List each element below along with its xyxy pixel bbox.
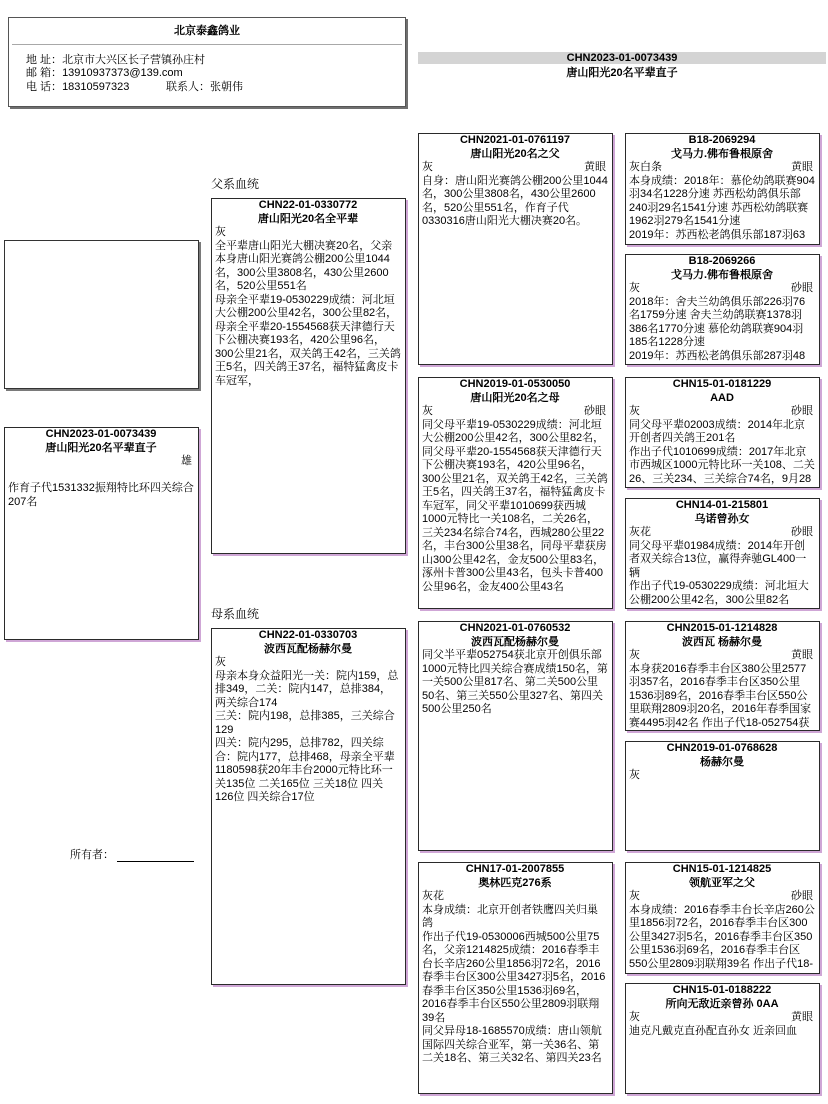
pigeon-notes: 自身：唐山阳光赛鸽公棚200公里1044名，300公里3808名，430公里2600名，520公里551名，作育子代0330316唐山阳光大棚决赛20名。 xyxy=(422,174,608,227)
eye-color: 砂眼 xyxy=(791,405,813,417)
ring-number: CHN2019-01-0768628 xyxy=(666,742,778,754)
breeder-name: 北京泰鑫鸽业 xyxy=(174,25,240,37)
eye-color: 黄眼 xyxy=(791,161,813,173)
attributes-row xyxy=(629,890,815,904)
ring-number: CHN2023-01-0073439 xyxy=(45,428,157,440)
attributes-row xyxy=(629,282,815,296)
ring-number: CHN22-01-0330772 xyxy=(258,199,358,211)
plumage-color: 灰 xyxy=(629,282,640,294)
pigeon-card-dam-sire-sire xyxy=(625,621,820,731)
email-row xyxy=(26,67,405,81)
plumage-color: 灰白条 xyxy=(629,161,662,173)
attributes-row xyxy=(215,226,401,240)
attributes-row xyxy=(422,890,608,904)
pedigree-title-bar xyxy=(418,52,826,64)
phone-value: 18310597323 xyxy=(62,80,130,93)
ring-number: CHN15-01-0188222 xyxy=(672,984,772,996)
plumage-color: 灰 xyxy=(629,769,640,781)
eye-color: 砂眼 xyxy=(791,282,813,294)
pigeon-name: 波西瓦 杨赫尔曼 xyxy=(681,635,763,648)
plumage-color: 灰花 xyxy=(629,526,651,538)
owner-label: 所有者： xyxy=(70,849,114,861)
pigeon-card-dam-dam-sire xyxy=(625,862,820,974)
eye-color: 砂眼 xyxy=(791,526,813,538)
pigeon-card-dam-dam-dam xyxy=(625,983,820,1094)
phone-label: 电 话： xyxy=(26,80,63,93)
attributes-row xyxy=(629,405,815,419)
pigeon-card-sire xyxy=(211,198,406,554)
ring-number: CHN2021-01-0761197 xyxy=(459,134,571,146)
header-pigeon-name: 唐山阳光20名平辈直子 xyxy=(566,67,678,79)
dam-line-label: 母系血统 xyxy=(211,607,260,621)
ring-number: CHN2021-01-0760532 xyxy=(459,622,571,634)
pigeon-name: 唐山阳光20名之父 xyxy=(470,147,560,160)
pigeon-notes: 同父母平辈01984成绩：2014年开创者双关综合13位，赢得奔驰GL400一辆 作出子代19-0530229成绩：河北垣大公棚200公里42名，300公里82名 xyxy=(629,539,809,606)
pigeon-name: AAD xyxy=(710,391,734,404)
pigeon-notes: 本身成绩：北京开创者铁鹰四关归巢鸽 作出子代19-0530006西城500公里75名，父亲1214825成绩：2016春季丰台长辛店260公里1856羽72名，2016春季丰台区300公里3427羽5名，2016春季丰台区350公里1536羽69名，2016春季丰台区550公里2809羽联翔39名 同父异母18-1685570成绩：唐山领航国际四关综合亚军，第一关36名、第二关18名、第三关32名、第四关23名 xyxy=(422,903,606,1064)
attributes-row xyxy=(215,656,401,670)
address-label: 地 址： xyxy=(26,53,63,66)
pigeon-name: 波西瓦配杨赫尔曼 xyxy=(264,642,352,655)
attributes-row xyxy=(629,769,815,783)
address-value: 北京市大兴区长子营镇孙庄村 xyxy=(62,53,206,66)
phone-group xyxy=(26,81,166,95)
pigeon-card-dam xyxy=(211,628,406,985)
pigeon-card-sire-sire-dam xyxy=(625,254,820,365)
pigeon-name: 所向无敌近亲曾孙 0AA xyxy=(665,997,779,1010)
pigeon-card-sire-dam xyxy=(418,377,613,609)
attributes-row xyxy=(8,455,194,469)
pigeon-name: 波西瓦配杨赫尔曼 xyxy=(471,635,559,648)
contact-label: 联系人： xyxy=(166,80,210,93)
eye-color: 黄眼 xyxy=(791,1011,813,1023)
plumage-color: 灰 xyxy=(629,1011,640,1023)
ring-number: B18-2069294 xyxy=(688,134,756,146)
pigeon-card-dam-sire xyxy=(418,621,613,851)
address-row xyxy=(26,54,405,68)
plumage-color: 灰花 xyxy=(422,890,444,902)
pigeon-notes: 同父母平辈19-0530229成绩：河北垣大公棚200公里42名，300公里82名，同父母平辈20-1554568获天津德行天下公棚决赛193名，420公里96名，300公里21名，双关鸽王42名，三关鸽王5名，四关鸽王37名，福特猛禽皮卡车冠军，同父平辈1010699获西城1000元特比一关108名，二关26名，三关234名综合74名，西城280公里22名，丰台300公里38名，同母平辈获房山300公里42名，金友500公里83名，涿州卡普300公里43名，包头卡普400公里96名，金友400公里43名 xyxy=(422,418,608,593)
pigeon-name: 戈马力.佛布鲁根原舍 xyxy=(670,147,774,160)
ring-number: CHN15-01-0181229 xyxy=(672,378,772,390)
eye-color: 黄眼 xyxy=(791,649,813,661)
pigeon-notes: 迪克凡戴克直孙配直孙女 近亲回血 xyxy=(629,1024,798,1037)
pigeon-notes: 本身成绩：2016春季丰台长辛店260公里1856羽72名，2016春季丰台区300公里3427羽5名，2016春季丰台区350公里1536羽69名，2016春季丰台区550公里2809羽联翔39名 作出子代18- xyxy=(629,903,815,970)
breeder-contact-details xyxy=(9,45,405,95)
attributes-row xyxy=(629,161,815,175)
plumage-color: 灰 xyxy=(629,649,640,661)
pigeon-card-sire-dam-sire xyxy=(625,377,820,488)
pigeon-notes: 作育子代1531332振翔特比环四关综合207名 xyxy=(8,482,194,508)
owner-signature-line xyxy=(117,861,194,862)
pigeon-notes: 同父母平辈02003成绩：2014年北京开创者四关鸽王201名 作出子代1010699成绩：2017年北京市西城区1000元特比环一关108、二关26、三关234、三关综合74名，9月28 xyxy=(629,418,815,485)
plumage-color: 灰 xyxy=(422,405,433,417)
contact-value: 张朝伟 xyxy=(210,80,243,93)
spacer xyxy=(8,469,194,483)
pigeon-notes: 本身获2016春季丰台区380公里2577羽357名，2016春季丰台区350公里1536羽89名，2016春季丰台区550公里联翔2809羽20名，2016年春季国家赛4495羽42名 作出子代18-052754获 xyxy=(629,662,812,729)
attributes-row xyxy=(629,1011,815,1025)
ring-number: CHN22-01-0330703 xyxy=(258,629,358,641)
ring-number: CHN2019-01-0530050 xyxy=(459,378,571,390)
pigeon-notes: 全平辈唐山阳光大棚决赛20名，父亲本身唐山阳光赛鸽公棚200公里1044名，300公里3808名，430公里2600名，520公里551名 母亲全平辈19-0530229成绩：河北垣大公棚200公里42名，300公里82名，母亲全平辈20-1554568获天津德行天下公棚决赛193名，420公里96名，300公里21名，双关鸽王42名，三关鸽王5名，四关鸽王37名，福特猛禽皮卡车冠军， xyxy=(215,239,401,387)
pigeon-notes: 本身成绩：2018年：慕伦幼鸽联赛904羽34名1228分速 苏西松幼鸽俱乐部240羽29名1541分速 苏西松幼鸽联赛1962羽279名1541分速 2019年：苏西松老鸽俱乐部187羽63 xyxy=(629,174,815,241)
email-label: 邮 箱： xyxy=(26,67,63,79)
plumage-color: 灰 xyxy=(629,890,640,902)
pigeon-card-dam-sire-dam xyxy=(625,741,820,851)
pigeon-card-sire-dam-dam xyxy=(625,498,820,609)
pigeon-name: 杨赫尔曼 xyxy=(700,755,744,768)
pigeon-notes: 母亲本身众益阳光一关：院内159，总排349，二关：院内147，总排384， 两关综合174 三关：院内198，总排385，三关综合129 四关：院内295，总排782，四关综合：院内177，总排468，母亲全平辈1180598获20年丰台2000元特比环一关135位 二关165位 三关18位 四关126位 四关综合17位 xyxy=(215,669,399,803)
attributes-row xyxy=(629,526,815,540)
ring-number: CHN15-01-1214825 xyxy=(672,863,772,875)
attributes-row xyxy=(629,649,815,663)
pigeon-name: 唐山阳光20名全平辈 xyxy=(257,212,359,225)
pigeon-photo-placeholder xyxy=(4,240,199,389)
plumage-color: 灰 xyxy=(215,656,226,668)
plumage-color: 灰 xyxy=(422,161,433,173)
plumage-color: 灰 xyxy=(215,226,226,238)
ring-number: CHN14-01-215801 xyxy=(675,499,769,511)
sire-line-label: 父系血统 xyxy=(211,177,260,191)
header-ring-number: CHN2023-01-0073439 xyxy=(566,52,678,64)
ring-number: B18-2069266 xyxy=(688,255,756,267)
contact-group xyxy=(166,81,243,95)
ring-number: CHN17-01-2007855 xyxy=(465,863,565,875)
pigeon-name: 乌诺曾孙女 xyxy=(694,512,750,525)
sex: 雄 xyxy=(181,455,192,467)
eye-color: 砂眼 xyxy=(584,405,606,417)
pigeon-name: 戈马力.佛布鲁根原舍 xyxy=(670,268,774,281)
pigeon-card-sire-sire xyxy=(418,133,613,365)
eye-color: 砂眼 xyxy=(791,890,813,902)
attributes-row xyxy=(422,405,608,419)
phone-row xyxy=(26,81,405,95)
pigeon-card-sire-sire-sire xyxy=(625,133,820,245)
pigeon-name: 唐山阳光20名平辈直子 xyxy=(45,441,157,454)
attributes-row xyxy=(422,161,608,175)
pigeon-name: 奥林匹克276系 xyxy=(478,876,552,889)
eye-color: 黄眼 xyxy=(584,161,606,173)
pigeon-card-dam-dam xyxy=(418,862,613,1094)
pigeon-notes: 同父半平辈052754获北京开创俱乐部1000元特比四关综合赛成绩150名，第一关500公里817名、第二关500公里50名、第三关550公里327名、第四关500公里250名 xyxy=(422,649,608,715)
ring-number: CHN2015-01-1214828 xyxy=(666,622,778,634)
pigeon-name: 领航亚军之父 xyxy=(689,876,755,889)
plumage-color: 灰 xyxy=(629,405,640,417)
pigeon-name: 唐山阳光20名之母 xyxy=(470,391,560,404)
subject-pigeon-card xyxy=(4,427,199,640)
email-value: 13910937373@139.com xyxy=(62,67,183,79)
breeder-info-card xyxy=(8,17,406,107)
pigeon-notes: 2018年：舍夫兰幼鸽俱乐部226羽76名1759分速 舍夫兰幼鸽联赛1378羽386名1770分速 慕伦幼鸽联赛904羽185名1228分速 2019年：苏西松老鸽俱乐部287羽48 xyxy=(629,295,806,362)
